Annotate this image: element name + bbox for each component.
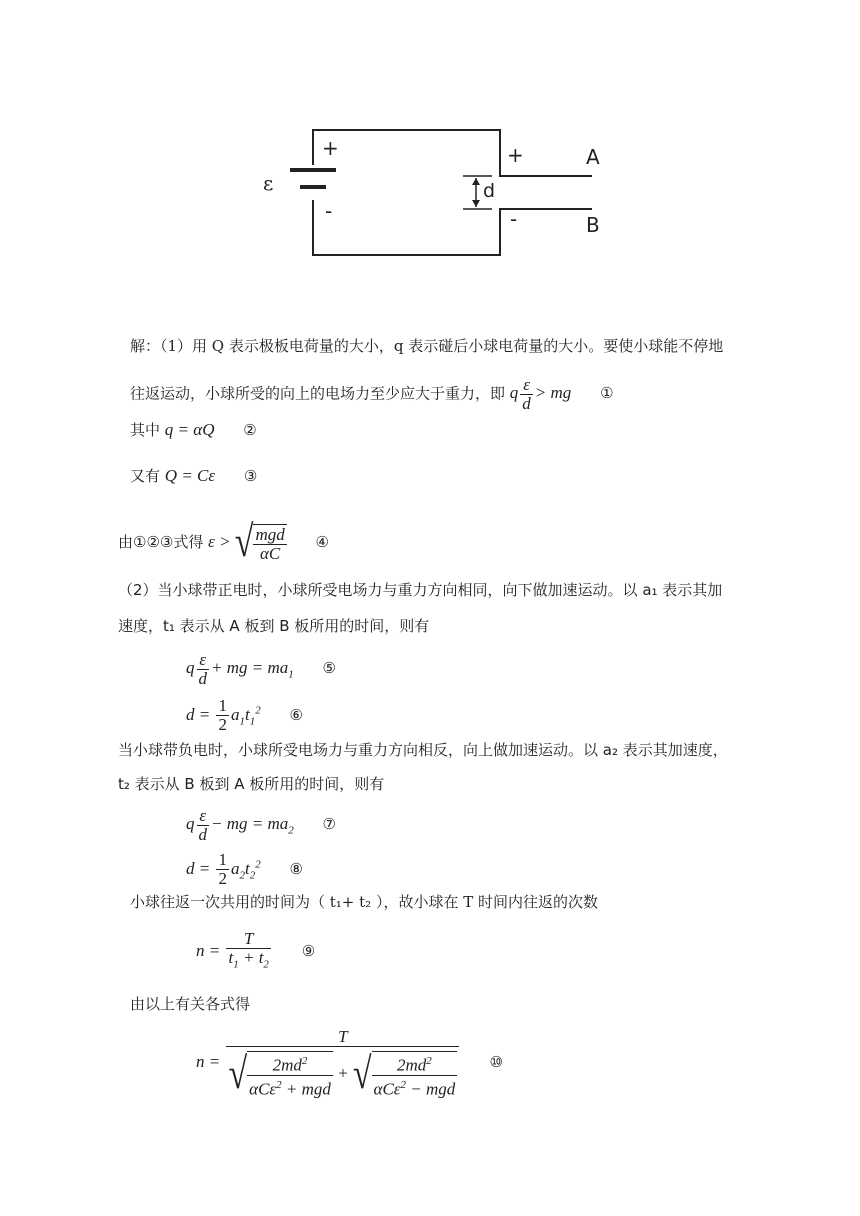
equation-6-line [186, 692, 303, 739]
paragraph-2-line-1: （2）当小球带正电时，小球所受电场力与重力方向相同，向下做加速运动。以 a₁ 表示其加 [118, 581, 723, 599]
paragraph-5-line-1: 由以上有关各式得 [130, 995, 251, 1013]
equation-2: q = αQ [164, 420, 215, 439]
equation-10-number: ⑩ [489, 1053, 503, 1072]
equation-8-number: ⑧ [289, 859, 303, 878]
equation-10: n = T √ $\frac{2md^2}{\alpha C\varepsilon^2 + mgd}$ + √ $\frac{2md^2}{\alpha C\varepsilon^2 - mgd}$ [196, 1052, 466, 1071]
battery-long-plate [290, 168, 336, 172]
paragraph-3-line-2: t₂ 表示从 B 板到 A 板所用的时间，则有 [118, 775, 385, 793]
equation-4-prefix: 由①②③式得 [118, 533, 204, 552]
gap-label: d [483, 180, 496, 202]
equation-4: ε > √ $\frac{\text{mgd}}{\alpha C}$ [208, 518, 285, 567]
paragraph-3-line-1: 当小球带负电时，小球所受电场力与重力方向相反，向上做加速运动。以 a₂ 表示其加速度， [118, 741, 728, 759]
plate-plus-sign: + [507, 143, 524, 167]
equation-9: n = $\frac{T}{t_1 + t_2}$ [196, 941, 273, 960]
equation-8: d = $\frac{1}{2}$ $a_2t_2^2$ [186, 850, 261, 889]
equation-5: q $\frac{\varepsilon}{d}$ + mg = $ma_1$ [186, 649, 294, 688]
equation-3: Q = Cε [164, 466, 216, 485]
equation-3-prefix: 又有 [130, 467, 161, 485]
equation-3-line [130, 466, 257, 486]
equation-10-line [196, 1028, 503, 1098]
equation-7: q $\frac{\varepsilon}{d}$ − mg = $ma_2$ [186, 805, 294, 844]
equation-6-number: ⑥ [289, 705, 303, 724]
equation-4-number: ④ [315, 533, 329, 552]
paragraph-1-line-2 [130, 376, 614, 413]
paragraph-4-line-1: 小球往返一次共用的时间为（ t₁+ t₂ ），故小球在 T 时间内往返的次数 [130, 893, 598, 911]
plate-a-label: A [586, 145, 600, 169]
paragraph-2-line-2: 速度，t₁ 表示从 A 板到 B 板所用的时间，则有 [118, 617, 430, 635]
equation-5-number: ⑤ [322, 659, 336, 677]
equation-4-line [118, 518, 329, 567]
equation-8-line [186, 846, 303, 893]
battery-plus-sign: + [322, 136, 339, 160]
equation-2-number: ② [243, 421, 257, 439]
equation-7-line [186, 806, 336, 848]
plate-minus-sign: - [510, 207, 518, 231]
equation-1: q $\frac{\varepsilon}{d}$ > mg [509, 375, 572, 413]
equation-7-number: ⑦ [322, 815, 336, 833]
battery-minus-sign: - [325, 199, 333, 223]
circuit-diagram [0, 0, 860, 280]
emf-label: ε [263, 171, 274, 195]
equation-9-number: ⑨ [301, 941, 316, 960]
paragraph-1-line-1: 解：（1）用 Q 表示极板电荷量的大小，q 表示碰后小球电荷量的大小。要使小球能不停地 [130, 337, 724, 355]
paragraph-1-text: 往返运动，小球所受的向上的电场力至少应大于重力，即 [130, 384, 506, 403]
equation-1-number: ① [600, 384, 614, 403]
equation-2-prefix: 其中 [130, 421, 161, 439]
equation-5-line [186, 650, 336, 692]
plate-b-label: B [586, 213, 600, 237]
equation-3-number: ③ [243, 467, 258, 485]
equation-9-line [196, 930, 315, 973]
battery-short-plate [300, 185, 326, 189]
equation-6: d = $\frac{1}{2}$ $a_1t_1^2$ [186, 696, 261, 735]
equation-2-line [130, 420, 257, 440]
